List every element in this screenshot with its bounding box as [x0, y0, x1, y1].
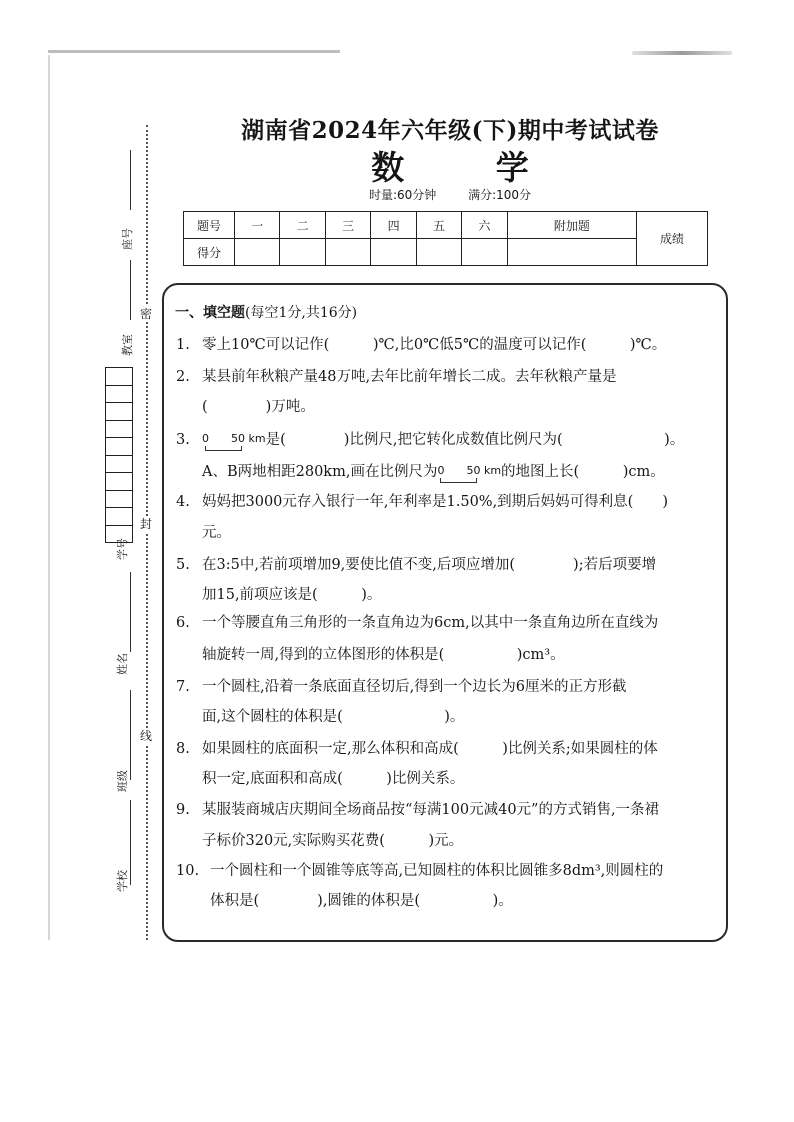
question-text: 加15,前项应该是( )。 — [202, 587, 382, 603]
question-number: 7. — [176, 679, 190, 695]
question-text: 积一定,底面积和高成( )比例关系。 — [202, 771, 465, 787]
name-underline — [130, 572, 131, 652]
question-6-line-2 — [176, 646, 565, 664]
seat-underline — [130, 150, 131, 210]
line-scale-1 — [202, 430, 266, 448]
question-number: 5. — [176, 557, 190, 573]
question-text: 元。 — [202, 525, 231, 541]
question-number: 8. — [176, 741, 190, 757]
question-text: 一个圆柱,沿着一条底面直径切后,得到一个边长为6厘米的正方形截 — [202, 679, 627, 695]
question-text: 一个圆柱和一个圆锥等底等高,已知圆柱的体积比圆锥多8dm³,则圆柱的 — [210, 863, 664, 879]
name-label: 姓名 — [116, 653, 129, 675]
score-input-q2[interactable] — [280, 239, 325, 266]
classroom-underline — [130, 260, 131, 320]
question-2 — [176, 368, 617, 386]
question-8-line-2 — [176, 770, 464, 788]
question-7-line-2 — [176, 708, 464, 726]
line-scale-2 — [437, 462, 501, 480]
scan-edge-left — [48, 55, 50, 940]
question-3 — [176, 430, 684, 449]
score-cell-grade: 成绩 — [637, 212, 708, 266]
question-number: 9. — [176, 802, 190, 818]
question-text: 某县前年秋粮产量48万吨,去年比前年增长二成。去年秋粮产量是 — [202, 369, 617, 385]
seal-cut-line — [146, 125, 148, 940]
question-1 — [176, 336, 666, 354]
school-underline — [130, 800, 131, 885]
class-label: 班级 — [116, 770, 129, 792]
question-8 — [176, 740, 658, 758]
question-text: 某服装商城店庆期间全场商品按“每满100元减40元”的方式销售,一条裙 — [202, 802, 660, 818]
score-input-q4[interactable] — [371, 239, 416, 266]
score-input-q5[interactable] — [416, 239, 461, 266]
exam-subject: 数 学 — [371, 148, 569, 187]
question-text: 面,这个圆柱的体积是( )。 — [202, 709, 465, 725]
score-table — [183, 211, 708, 266]
score-input-bonus[interactable] — [507, 239, 636, 266]
class-underline — [130, 690, 131, 780]
question-text: 如果圆柱的底面积一定,那么体积和高成( )比例关系;如果圆柱的体 — [202, 741, 658, 757]
section-title: 一、填空题 — [175, 305, 245, 321]
exam-meta — [160, 186, 740, 203]
question-text: 零上10℃可以记作( )℃,比0℃低5℃的温度可以记作( )℃。 — [202, 337, 667, 353]
question-9 — [176, 801, 659, 819]
question-text: ( )万吨。 — [202, 399, 315, 415]
question-text: A、B两地相距280km,画在比例尺为 — [202, 464, 438, 480]
question-4 — [176, 493, 668, 511]
question-6 — [176, 614, 658, 632]
score-cell-bonus: 附加题 — [507, 212, 636, 239]
exam-title: 湖南省2024年六年级(下)期中考试试卷 — [241, 117, 659, 144]
student-id-label: 学号 — [116, 538, 129, 560]
score-input-q3[interactable] — [325, 239, 370, 266]
score-input-q6[interactable] — [462, 239, 507, 266]
question-number: 10. — [176, 863, 200, 879]
classroom-label: 教室 — [121, 334, 134, 356]
score-table-header-row — [184, 212, 708, 239]
question-number: 3. — [176, 432, 190, 448]
question-text: 一个等腰直角三角形的一条直角边为6cm,以其中一条直角边所在直线为 — [202, 615, 659, 631]
cut-char-seal: 密 — [139, 307, 152, 321]
school-label: 学校 — [116, 870, 129, 892]
question-number: 6. — [176, 615, 190, 631]
section-heading — [175, 302, 357, 322]
cut-char-closed: 封 — [139, 517, 152, 531]
question-text: 轴旋转一周,得到的立体图形的体积是( )cm³。 — [202, 647, 565, 663]
question-5 — [176, 556, 656, 574]
question-text: 体积是( ),圆锥的体积是( )。 — [210, 893, 513, 909]
question-text: 子标价320元,实际购买花费( )元。 — [202, 833, 464, 849]
question-10-line-2 — [176, 892, 513, 910]
question-10 — [176, 862, 663, 880]
scale-label: 0 50 km — [202, 432, 266, 445]
score-cell-label: 题号 — [184, 212, 235, 239]
scale-bar — [205, 446, 242, 451]
question-text: 是( )比例尺,把它转化成数值比例尺为( )。 — [265, 432, 685, 448]
section-note: (每空1分,共16分) — [245, 305, 358, 321]
question-3-line-2 — [176, 462, 665, 481]
question-number: 4. — [176, 494, 190, 510]
question-7 — [176, 678, 626, 696]
cut-char-line: 线 — [139, 729, 152, 743]
question-2-line-2 — [176, 398, 315, 416]
question-4-line-2 — [176, 524, 231, 542]
score-input-q1[interactable] — [235, 239, 280, 266]
score-cell-q3: 三 — [325, 212, 370, 239]
score-cell-q1: 一 — [235, 212, 280, 239]
question-text: 妈妈把3000元存入银行一年,年利率是1.50%,到期后妈妈可得利息( ) — [202, 494, 668, 510]
score-table-score-row — [184, 239, 708, 266]
seat-label: 座号 — [121, 228, 134, 250]
question-text: 的地图上长( )cm。 — [501, 464, 665, 480]
question-9-line-2 — [176, 832, 463, 850]
question-text: 在3:5中,若前项增加9,要使比值不变,后项应增加( );若后项要增 — [202, 557, 657, 573]
score-cell-q6: 六 — [462, 212, 507, 239]
exam-time: 时量:60分钟 — [368, 188, 437, 202]
student-id-grid[interactable] — [105, 367, 133, 543]
question-5-line-2 — [176, 586, 381, 604]
scan-edge-top-right — [632, 51, 732, 55]
scale-label: 0 50 km — [437, 464, 502, 477]
score-cell-score-label: 得分 — [184, 239, 235, 266]
question-number: 1. — [176, 337, 190, 353]
question-number: 2. — [176, 369, 190, 385]
score-cell-q5: 五 — [416, 212, 461, 239]
scale-bar — [440, 478, 477, 483]
score-cell-q2: 二 — [280, 212, 325, 239]
exam-full-score: 满分:100分 — [468, 188, 532, 202]
scan-edge-top — [48, 50, 340, 53]
score-cell-q4: 四 — [371, 212, 416, 239]
